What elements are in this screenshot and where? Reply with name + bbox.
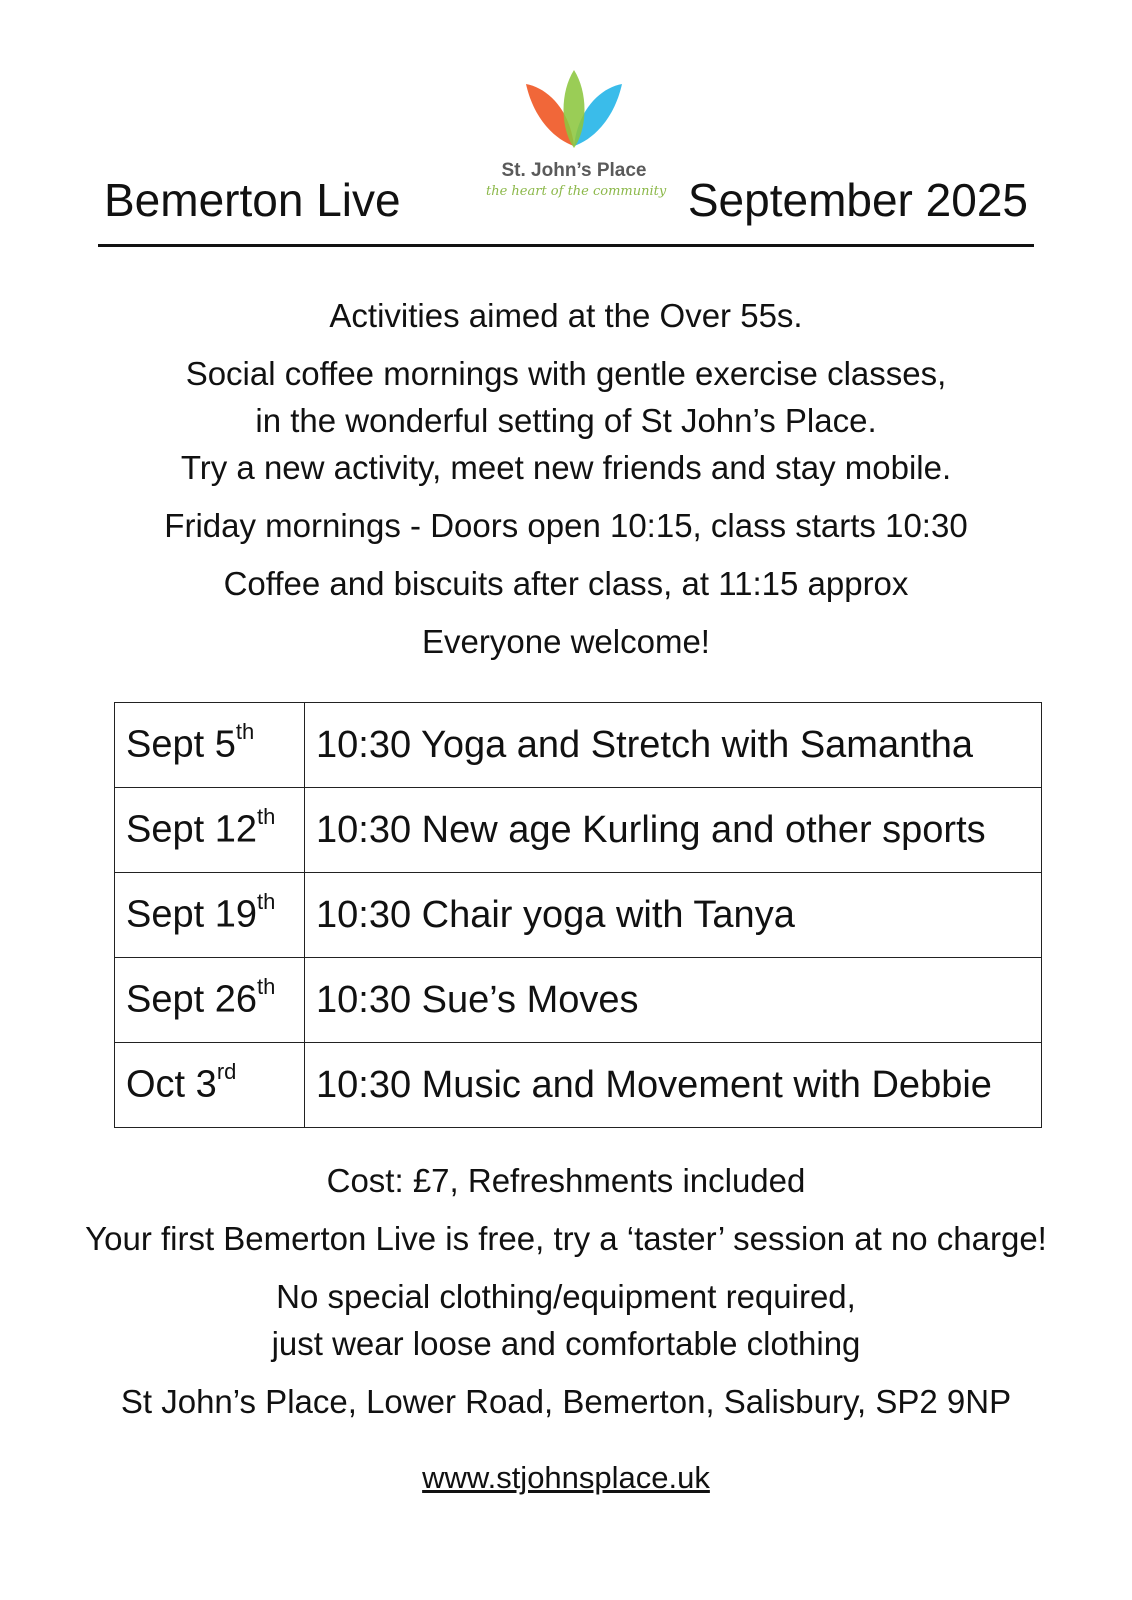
st-johns-place-logo <box>486 70 667 210</box>
intro-welcome: Everyone welcome! <box>422 623 710 660</box>
logo-name: St. John’s Place <box>501 160 647 181</box>
schedule-date: Sept 12th <box>115 788 305 873</box>
schedule-date: Sept 5th <box>115 703 305 788</box>
header <box>0 0 1132 260</box>
event-title: Bemerton Live <box>104 174 401 226</box>
schedule-activity: 10:30 Sue’s Moves <box>305 958 1042 1043</box>
intro-description-2: in the wonderful setting of St John’s Place. <box>255 402 877 439</box>
header-divider <box>98 244 1034 247</box>
schedule-activity: 10:30 Music and Movement with Debbie <box>305 1043 1042 1128</box>
clothing-text-2: just wear loose and comfortable clothing <box>271 1325 861 1362</box>
intro-text <box>0 292 1132 665</box>
intro-times: Friday mornings - Doors open 10:15, class starts 10:30 <box>164 507 968 544</box>
table-row <box>115 703 1042 788</box>
schedule-table <box>114 702 1042 1128</box>
address-text: St John’s Place, Lower Road, Bemerton, Salisbury, SP2 9NP <box>120 1383 1012 1420</box>
intro-description-1: Social coffee mornings with gentle exercise classes, <box>185 355 947 392</box>
three-petal-flower-icon <box>526 70 622 150</box>
intro-coffee: Coffee and biscuits after class, at 11:15 approx <box>223 565 909 602</box>
intro-description-3: Try a new activity, meet new friends and stay mobile. <box>180 449 952 486</box>
schedule-date: Sept 26th <box>115 958 305 1043</box>
logo-tagline: the heart of the community <box>486 184 667 199</box>
event-month: September 2025 <box>687 174 1028 226</box>
website-link[interactable]: www.stjohnsplace.uk <box>422 1460 710 1495</box>
schedule-date: Sept 19th <box>115 873 305 958</box>
table-row <box>115 788 1042 873</box>
footer-text <box>0 1157 1132 1425</box>
table-row <box>115 873 1042 958</box>
schedule-activity: 10:30 New age Kurling and other sports <box>305 788 1042 873</box>
table-row <box>115 1043 1042 1128</box>
schedule-activity: 10:30 Yoga and Stretch with Samantha <box>305 703 1042 788</box>
intro-audience: Activities aimed at the Over 55s. <box>329 297 803 334</box>
cost-text: Cost: £7, Refreshments included <box>326 1162 806 1199</box>
clothing-text-1: No special clothing/equipment required, <box>276 1278 856 1315</box>
free-taster-text: Your first Bemerton Live is free, try a ‘taster’ session at no charge! <box>85 1220 1047 1257</box>
schedule-activity: 10:30 Chair yoga with Tanya <box>305 873 1042 958</box>
table-row <box>115 958 1042 1043</box>
schedule-date: Oct 3rd <box>115 1043 305 1128</box>
